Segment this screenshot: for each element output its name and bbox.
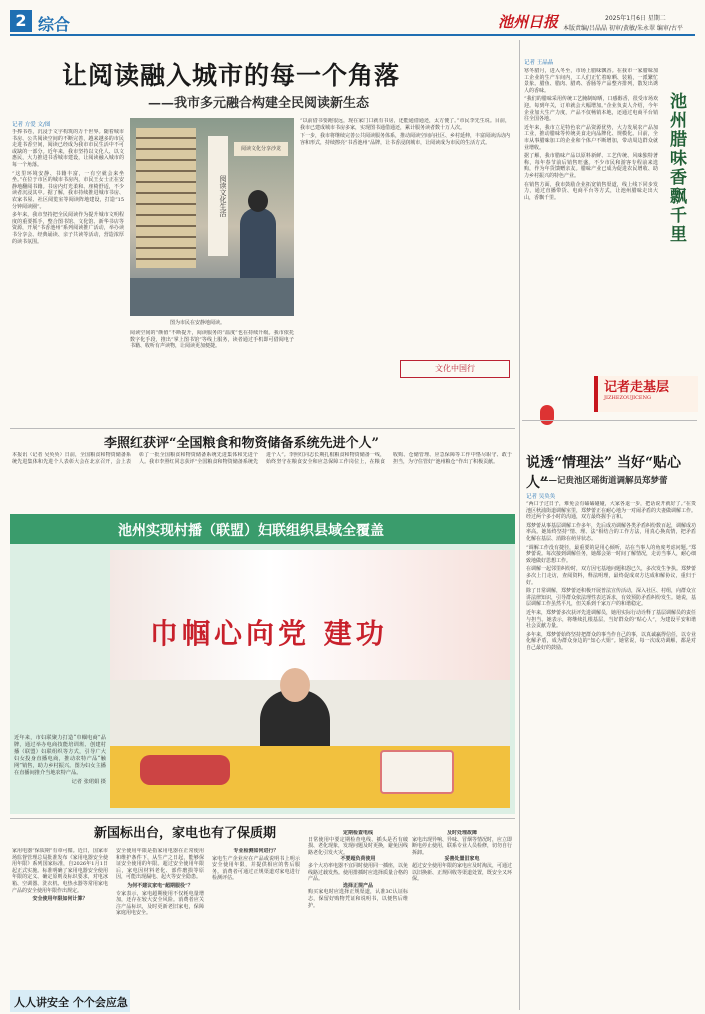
right-bottom-paragraph: 多年来，郑梦蕾始终坚持把群众的事当作自己的事，以真诚赢得信任，以专业化解矛盾，成为群众身边的“知心大姐”。她常说，每一次成功调解，都是对自己最好的鼓励。 <box>526 631 696 651</box>
right-bottom-paragraph: 近年来，郑梦蕾多次获评先进调解员，她用实际行动诠释了基层调解员的责任与担当。她表示，将继续扎根基层，当好群众的“贴心人”，为建设平安和谐社会贡献力量。 <box>526 609 696 630</box>
standard-paragraph: 家电生产企业应在产品或说明书上明示安全使用年限，并提供相应的售后服务。消费者可通过正规渠道对家电进行检测评估。 <box>212 855 300 882</box>
tip-text: 超过安全使用年限的家电应及时淘汰，可通过以旧换新、正规回收等渠道处置，既安全又环保。 <box>412 862 512 883</box>
reading-table <box>130 278 294 316</box>
reporter-stamp-title: 记者走基层 <box>604 380 670 395</box>
lead-column-1 <box>12 129 124 424</box>
right-top-body <box>524 68 658 408</box>
standard-paragraph: 专家表示，家电超期使用不仅耗电量增加，还存在较大安全风险。消费者应关注产品标识，及时更新老旧家电，保障家庭用电安全。 <box>116 890 204 917</box>
right-top-byline: 记者 王晶晶 <box>524 60 554 66</box>
right-bottom-paragraph: 除了日常调解，郑梦蕾还积极开展普法宣传活动，深入社区、村组，向群众宣讲法律知识，引导群众依法理性表达诉求，有效预防矛盾纠纷发生。她说，基层调解工作虽然平凡，但关系到千家万户的和谐稳定。 <box>526 588 696 608</box>
lead-paragraph: 阅读空间的“颜值”不断提升，阅读服务的“温度”也在持续升级。我市依托数字化手段，推出“掌上图书馆”等线上服务，读者通过手机即可借阅电子书籍、收听有声读物，让阅读更加便捷。 <box>130 330 294 350</box>
issue-date: 2025年1月6日 星期二 <box>605 15 666 22</box>
lead-subtitle: ——我市多元融合构建全民阅读新生态 <box>148 96 370 111</box>
standard-paragraph: 家用电器“保质期”有章可循。近日，国家市场监督管理总局批准发布《家用电器安全使用年限》系列国家标准，自2026年1月1日起正式实施。标准明确了家用电器安全使用年限的定义、确定原则及标识要求，对电冰箱、空调器、洗衣机、电热水器等常用家电产品的安全使用年限作出规定。 <box>12 848 108 894</box>
standard-column-2 <box>116 848 204 1008</box>
right-top-paragraph: 在销售方面，我市鼓励企业拓宽销售渠道，线上线下同步发力，通过直播带货、电商平台等方式，让池州腊味走出大山，香飘千里。 <box>524 181 658 201</box>
lead-paragraph: 手捧书卷，沉浸于文字构筑的万千世界。随着城市书房、公共阅读空间的不断完善，越来越多的市民走进书香空间，阅读已经成为我市市民生活中不可或缺的一部分。近年来，我市坚持以文化人、以文惠民，大力推进书香城市建设，让阅读融入城市的每一个角落。 <box>12 129 124 168</box>
lead-paragraph: 下一步，我市将继续完善公共阅读服务体系，推动阅读空间向社区、乡村延伸，丰富阅读活动内容和形式，持续擦亮“书香池州”品牌，让书香浸润城市，让阅读成为市民的生活方式。 <box>300 133 510 146</box>
lead-byline: 记者 方爱 文/图 <box>12 122 51 128</box>
right-bottom-paragraph: 郑梦蕾从事基层调解工作多年，先后成功调解各类矛盾纠纷数百起，调解成功率高。她始终坚持“情、理、法”相结合的工作方法，用真心换真情，把矛盾化解在基层、消除在萌芽状态。 <box>526 522 696 542</box>
tip-heading: 妥善处置旧家电 <box>444 856 480 863</box>
right-bottom-body <box>526 501 696 1006</box>
award-body: 本报讯（记者 吴奂奂）日前，全国粮食和物资储备系统先进集体和先进个人表彰大会在北京召开，会上表彰了一批全国粮食和物资储备系统先进集体和先进个人。我市李照红同志获评“全国粮食和物资储备系统先进个人”。李照红同志长期扎根粮食和物资储备一线，始终坚守在粮食安全和应急保障工作岗位上，在粮食收购、仓储管理、应急保障等工作中恪尽职守、敢于担当，为守住管好“池州粮仓”作出了积极贡献。 <box>12 452 512 465</box>
bookshelf <box>136 128 196 268</box>
right-top-paragraph: 近年来，我市立足特色农产品资源优势，大力发展农产品加工业，推动腊味等传统美食走向品牌化、规模化。目前，全市从事腊味加工的企业和个体户不断增加，带动周边群众就业增收。 <box>524 124 658 151</box>
tip-heading: 选择正规产品 <box>342 882 373 889</box>
right-bottom-paragraph: 在调解一起邻里纠纷时，双方因宅基地问题积怨已久，多次发生争执。郑梦蕾多次上门走访，查阅资料，释法明理，最终促成双方达成和解协议，重归于好。 <box>526 566 696 586</box>
right-top-headline: 池州腊味香飘千里 <box>666 92 686 244</box>
standard-question: 为何不建议家电“超期服役”？ <box>127 882 193 889</box>
feature-photo <box>110 550 510 808</box>
tip-text: 家电出现异响、异味、冒烟等情况时，应立即断电停止使用，联系专业人员检修，切勿自行拆卸。 <box>412 836 512 856</box>
culture-badge: 文化中国行 <box>400 360 510 378</box>
right-divider <box>522 420 697 421</box>
standard-question: 专业检测如何进行？ <box>233 848 279 854</box>
right-top-paragraph: 寒冬腊月，进入冬至，市场上腊味飘香。在我市一家腊味加工企业的生产车间内，工人们正忙着晾晒、装箱，一派繁忙景象。腊鱼、腊肉、腊鸡、香肠等产品整齐排列，散发出诱人的香味。 <box>524 68 658 94</box>
right-bottom-paragraph: “调解工作没有捷径，最重要的是用心倾听，站在当事人的角度考虑问题。”郑梦蕾说。每次接到调解任务，她都会第一时间了解情况，走访当事人，耐心细致地做好思想工作。 <box>526 544 696 564</box>
lead-paragraph: “以前借书要跑很远，现在家门口就有书房，还能通借通还，太方便了。”市民李先生说。目前，我市已建成城市书房多家，实现图书通借通还，累计服务读者数十万人次。 <box>300 118 510 131</box>
reporter-stamp <box>594 376 698 412</box>
lead-column-2 <box>130 330 294 425</box>
right-bottom-headline: 说透“情理法” 当好“贴心人” <box>526 455 682 491</box>
lead-headline: 让阅读融入城市的每一个角落 <box>62 61 401 90</box>
column-divider <box>519 40 520 1010</box>
editor-credits: 本版责编/吕晶晶 初审/黄敏/朱永翠 编审/古平 <box>563 25 683 32</box>
standard-divider <box>10 818 515 819</box>
lead-divider <box>10 428 515 429</box>
safety-tips-2 <box>412 830 512 1010</box>
standard-question: 安全使用年限如何计算？ <box>32 896 88 903</box>
feature-credit: 记者 张珺娟 摄 <box>71 779 106 785</box>
page-number: 2 <box>10 10 32 32</box>
reader-figure <box>240 208 276 288</box>
right-top-paragraph: “我们的腊味采用传统工艺腌制晾晒，口感醇香，很受市场欢迎。每到年关，订单就会大幅增加。”企业负责人介绍，今年企业加大生产力度，产品不仅畅销本地，还通过电商平台销往全国各地。 <box>524 96 658 123</box>
tip-text: 购买家电时应选择正规渠道，认准3C认证标志，保留好购物凭证和说明书，以便售后维护。 <box>308 889 408 909</box>
feature-headline: 池州实现村播（联盟）妇联组织县域全覆盖 <box>118 523 384 539</box>
lead-photo <box>130 118 294 316</box>
award-headline: 李照红获评“全国粮食和物资储备系统先进个人” <box>104 436 379 451</box>
lantern-decoration <box>540 405 554 425</box>
header-rule <box>10 34 695 36</box>
tip-text: 日常使用中要定期检查电线、插头是否有破损、老化现象，发现问题及时更换，避免因线路老化引发火灾。 <box>308 836 408 856</box>
lead-paragraph: 多年来，我市坚持把全民阅读作为提升城市文明程度的重要抓手，整合图书馆、文化馆、新华书店等资源，开展“书香池州”系列阅读推广活动，举办读书分享会、经典诵读、亲子共读等活动，营造浓厚的读书氛围。 <box>12 212 124 245</box>
standard-column-1 <box>12 848 108 993</box>
standard-headline: 新国标出台，家电也有了保质期 <box>94 826 277 841</box>
safety-slogan: 人人讲安全 个个会应急 <box>14 996 128 1009</box>
backdrop-slogan: 巾帼心向党 建功 <box>150 617 388 650</box>
photo-shelf-label: 阅读文化分享沙龙 <box>234 142 288 156</box>
reporter-stamp-sub: JIZHEZOUJICENG <box>604 395 651 401</box>
reader-head <box>248 190 268 212</box>
tip-heading: 不要超负荷使用 <box>340 856 376 863</box>
tip-text: 多个大功率电器不宜同时使用同一插座，以免线路过载发热。使用排插时应选择质量合格的产品。 <box>308 862 408 883</box>
right-bottom-paragraph: “两口子过日子，难免会有磕磕碰碰，大家各退一步，把话说开就好了。”在贵池区秋浦街道调解室里，郑梦蕾正在耐心地为一对闹矛盾的夫妻做调解工作。经过两个多小时的沟通，双方最终握手言和。 <box>526 501 696 521</box>
lead-photo-caption: 图为市民在安静地阅读。 <box>170 320 226 326</box>
section-title: 综合 <box>38 15 71 34</box>
photo-sign: 阅读文化生活 <box>208 136 228 256</box>
newspaper-brand: 池州日报 <box>498 13 559 31</box>
product-basket <box>380 750 454 794</box>
right-top-paragraph: 据了解，我市腊味产品以原料新鲜、工艺传统、风味独特著称，每年春节前后销售旺盛。不少市民和游客专程前来选购，作为年货馈赠亲友。腊味产业已成为促进农民增收、助力乡村振兴的特色产业。 <box>524 153 658 179</box>
tip-heading: 及时处理故障 <box>446 830 477 836</box>
standard-column-3 <box>212 848 300 1008</box>
standard-paragraph: 安全使用年限是指家用电器在正常使用和维护条件下，从生产之日起，能够保证安全使用的年限。超过安全使用年限后，家电因材料老化、部件磨损等原因，可能出现漏电、起火等安全隐患。 <box>116 848 204 881</box>
tip-heading: 定期检查电线 <box>342 830 373 836</box>
safety-tips <box>308 830 408 1010</box>
right-bottom-subtitle: ——记贵池区瑶街道调解员郑梦蕾 <box>540 476 668 486</box>
feature-caption <box>14 735 106 786</box>
host-face <box>280 668 310 702</box>
product-items <box>140 755 230 785</box>
feature-caption-text: 近年来，市妇联聚力打造“巾帼电商”品牌，通过举办电商技能培训班、创建村播（联盟）妇联组织等方式，引导广大妇女投身直播电商，推动农特产品“触网”销售，助力乡村振兴。图为妇女主播在直播间推介当地农特产品。 <box>14 735 106 776</box>
lead-paragraph: “这里环境安静、书籍丰富，一有空就会来坐坐。”在位于市区的城市书房内，市民王女士正在安静地翻阅书籍。书房内灯光柔和、座椅舒适，不少读者沉浸其中。据了解，我市持续推进城市书房、农家书屋、社区阅览室等阅读阵地建设，打造“15分钟阅读圈”。 <box>12 170 124 210</box>
right-bottom-byline: 记者 吴奂奂 <box>526 494 556 500</box>
